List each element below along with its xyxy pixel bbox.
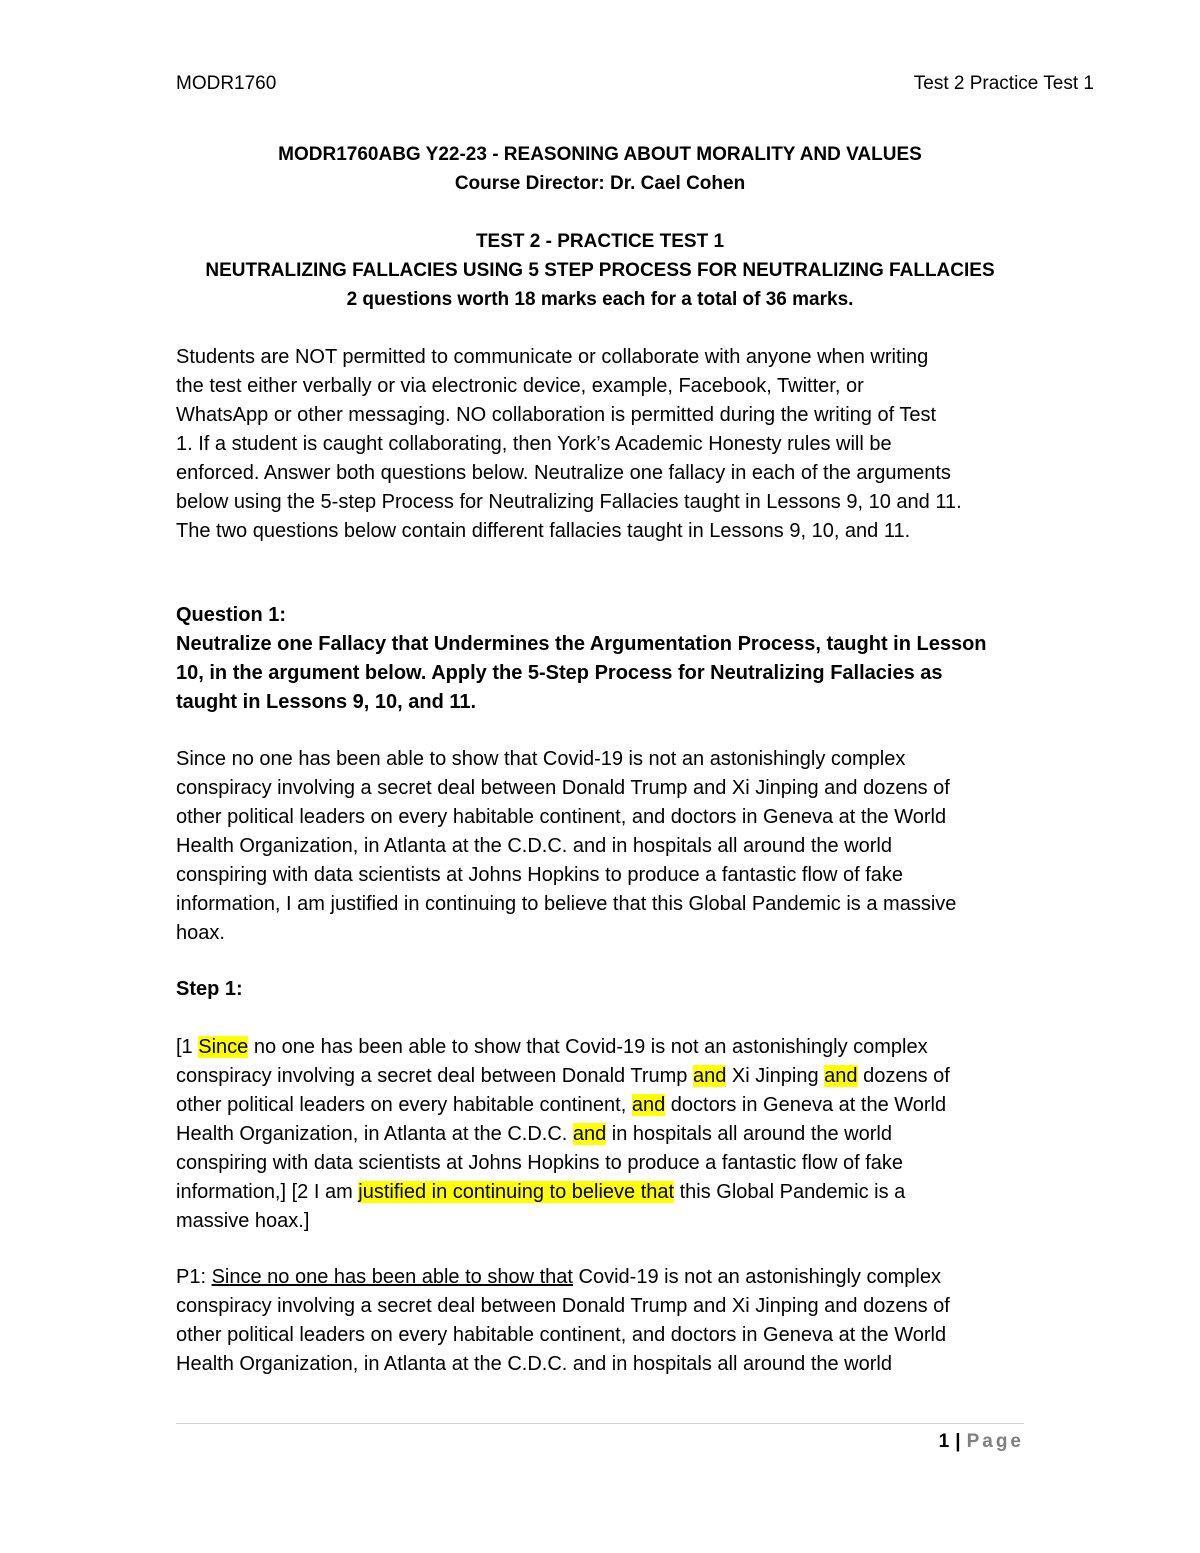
title-block — [176, 140, 1024, 198]
instruction-line: the test either verbally or via electronic device, example, Facebook, Twitter, or — [176, 375, 864, 397]
argument-line: conspiracy involving a secret deal between Donald Trump and Xi Jinping and dozens of — [176, 777, 950, 799]
page-number: 1 — [938, 1431, 950, 1452]
step-1-line — [176, 1033, 1036, 1062]
argument-line: conspiring with data scientists at Johns Hopkins to produce a fantastic flow of fake — [176, 864, 904, 886]
question-1-heading: Question 1: — [176, 604, 287, 626]
argument-line: information, I am justified in continuing to believe that this Global Pandemic is a massive — [176, 893, 957, 915]
step-1-analysis — [176, 1033, 1036, 1236]
marks-summary: 2 questions worth 18 marks each for a total of 36 marks. — [346, 289, 854, 310]
instruction-line: enforced. Answer both questions below. Neutralize one fallacy in each of the arguments — [176, 462, 951, 484]
question-1 — [176, 601, 1036, 717]
header-course-code: MODR1760 — [176, 73, 277, 94]
premise-line: Health Organization, in Atlanta at the C.D.C. and in hospitals all around the world — [176, 1353, 892, 1375]
highlight-since: Since — [198, 1036, 249, 1058]
highlight-and: and — [631, 1094, 666, 1116]
text-span: Covid-19 is not an astonishingly complex — [572, 1266, 941, 1288]
question-1-prompt-line: 10, in the argument below. Apply the 5-Step Process for Neutralizing Fallacies as — [176, 662, 943, 684]
page-footer — [939, 1428, 1024, 1456]
highlight-justified: justified in continuing to believe that — [358, 1181, 675, 1203]
text-span: dozens of — [857, 1065, 950, 1087]
text-span: this Global Pandemic is a — [674, 1181, 906, 1203]
instruction-line: The two questions below contain different fallacies taught in Lessons 9, 10, and 11. — [176, 520, 911, 542]
text-span: other political leaders on every habitable continent, — [176, 1094, 632, 1116]
instruction-line: below using the 5-step Process for Neutralizing Fallacies taught in Lessons 9, 10 and 11. — [176, 491, 962, 513]
text-span: doctors in Geneva at the World — [665, 1094, 947, 1116]
highlight-and: and — [824, 1065, 858, 1087]
step-1-line — [176, 1120, 1036, 1149]
footer-divider — [176, 1423, 1024, 1424]
text-span: Xi Jinping — [726, 1065, 825, 1087]
premise-1 — [176, 1263, 1036, 1379]
step-1-line: massive hoax.] — [176, 1210, 310, 1232]
step-1-line — [176, 1062, 1036, 1091]
premise-label: P1: — [176, 1266, 212, 1288]
header-test-name: Test 2 Practice Test 1 — [913, 73, 1094, 94]
step-1-line — [176, 1178, 1036, 1207]
step-1-line: conspiring with data scientists at Johns Hopkins to produce a fantastic flow of fake — [176, 1152, 904, 1174]
text-span: conspiracy involving a secret deal between Donald Trump — [176, 1065, 693, 1087]
argument-line: other political leaders on every habitable continent, and doctors in Geneva at the World — [176, 806, 947, 828]
text-span: information,] [2 I am — [176, 1181, 359, 1203]
argument-line: hoax. — [176, 922, 225, 944]
test-subtitle: NEUTRALIZING FALLACIES USING 5 STEP PROCESS FOR NEUTRALIZING FALLACIES — [205, 260, 995, 281]
test-heading-block — [176, 227, 1024, 314]
premise-line — [176, 1263, 1036, 1292]
argument-line: Health Organization, in Atlanta at the C.D.C. and in hospitals all around the world — [176, 835, 892, 857]
instruction-line: 1. If a student is caught collaborating, then York’s Academic Honesty rules will be — [176, 433, 892, 455]
step-1-heading: Step 1: — [176, 978, 243, 1000]
test-name: TEST 2 - PRACTICE TEST 1 — [475, 231, 725, 252]
course-title: MODR1760ABG Y22-23 - REASONING ABOUT MORALITY AND VALUES — [278, 144, 922, 165]
page-label: Page — [966, 1431, 1024, 1452]
instruction-line: Students are NOT permitted to communicate or collaborate with anyone when writing — [176, 346, 929, 368]
course-director: Course Director: Dr. Cael Cohen — [454, 173, 746, 194]
argument-line: Since no one has been able to show that Covid-19 is not an astonishingly complex — [176, 748, 906, 770]
highlight-and: and — [572, 1123, 607, 1145]
page-separator: | — [955, 1431, 961, 1452]
instructions — [176, 343, 1036, 546]
instruction-line: WhatsApp or other messaging. NO collaboration is permitted during the writing of Test — [176, 404, 936, 426]
highlight-and: and — [692, 1065, 727, 1087]
step-1-line — [176, 1091, 1036, 1120]
text-span: Health Organization, in Atlanta at the C.D.C. — [176, 1123, 573, 1145]
question-1-prompt-line: Neutralize one Fallacy that Undermines the Argumentation Process, taught in Lesson — [176, 633, 987, 655]
question-1-argument — [176, 745, 1036, 948]
premise-line: other political leaders on every habitable continent, and doctors in Geneva at the World — [176, 1324, 947, 1346]
text-span: in hospitals all around the world — [606, 1123, 892, 1145]
premise-line: conspiracy involving a secret deal between Donald Trump and Xi Jinping and dozens of — [176, 1295, 950, 1317]
underlined-phrase: Since no one has been able to show that — [211, 1266, 573, 1288]
question-1-prompt-line: taught in Lessons 9, 10, and 11. — [176, 691, 477, 713]
text-span: no one has been able to show that Covid-19 is not an astonishingly complex — [248, 1036, 928, 1058]
text-span: [1 — [176, 1036, 199, 1058]
